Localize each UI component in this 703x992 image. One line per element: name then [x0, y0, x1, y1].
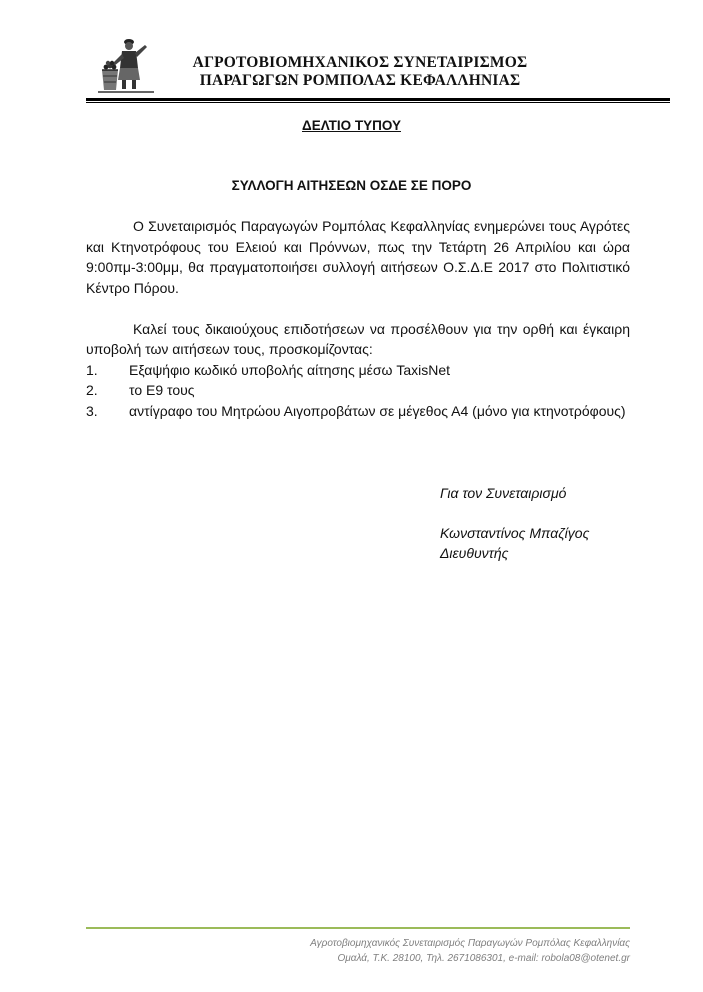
list-item-text: αντίγραφο του Μητρώου Αιγοπροβάτων σε μέγεθος Α4 (μόνο για κτηνοτρόφους) — [129, 402, 626, 419]
document-body — [86, 216, 630, 421]
footer — [86, 937, 630, 966]
signature-on-behalf: Για τον Συνεταιρισμό — [440, 485, 567, 501]
organization-name-line2: ΠΑΡΑΓΩΓΩΝ ΡΟΜΠΟΛΑΣ ΚΕΦΑΛΛΗΝΙΑΣ — [199, 72, 521, 89]
footer-line1: Αγροτοβιομηχανικός Συνεταιρισμός Παραγωγών Ρομπόλας Κεφαλληνίας — [310, 938, 630, 949]
header-divider-thick — [86, 98, 670, 101]
organization-name — [160, 54, 560, 90]
signature-name: Κωνσταντίνος Μπαζίγος — [440, 525, 590, 541]
list-item — [86, 360, 630, 381]
document-subject: ΣΥΛΛΟΓΗ ΑΙΤΗΣΕΩΝ ΟΣΔΕ ΣΕ ΠΟΡΟ — [231, 178, 472, 193]
footer-line2: Ομαλά, Τ.Κ. 28100, Τηλ. 2671086301, e-mail: robola08@otenet.gr — [337, 952, 630, 964]
header-divider-thin — [86, 102, 670, 103]
required-documents-list — [86, 360, 630, 422]
list-item-number: 3. — [86, 402, 98, 419]
organization-name-line1: ΑΓΡΟΤΟΒΙΟΜΗΧΑΝΙΚΟΣ ΣΥΝΕΤΑΙΡΙΣΜΟΣ — [192, 54, 528, 71]
document-type-title: ΔΕΛΤΙΟ ΤΥΠΟΥ — [302, 118, 401, 133]
invitation-paragraph: Καλεί τους δικαιούχους επιδοτήσεων να προσέλθουν για την ορθή και έγκαιρη υποβολή των αιτήσεων τους, προσκομίζοντας: — [86, 320, 630, 357]
list-item-text: Εξαψήφιο κωδικό υποβολής αίτησης μέσω TaxisNet — [129, 361, 451, 378]
list-item-number: 2. — [86, 382, 98, 398]
footer-divider — [86, 927, 630, 929]
list-item-number: 1. — [86, 361, 98, 378]
list-item — [86, 380, 630, 401]
list-item — [86, 401, 630, 422]
list-item-text: το Ε9 τους — [129, 382, 195, 398]
grape-harvester-figure-icon — [98, 36, 154, 94]
announcement-paragraph: Ο Συνεταιρισμός Παραγωγών Ρομπόλας Κεφαλληνίας ενημερώνει τους Αγρότες και Κτηνοτρόφους του Ελειού και Πρόννων, πως την Τετάρτη 26 Απριλίου και ώρα 9:00πμ-3:00μμ, θα πραγματοποιήσει συλλογή αιτήσεων Ο.Σ.Δ.Ε 2017 στο Πολιτιστικό Κέντρο Πόρου. — [86, 218, 630, 296]
signature-role: Διευθυντής — [440, 545, 509, 561]
